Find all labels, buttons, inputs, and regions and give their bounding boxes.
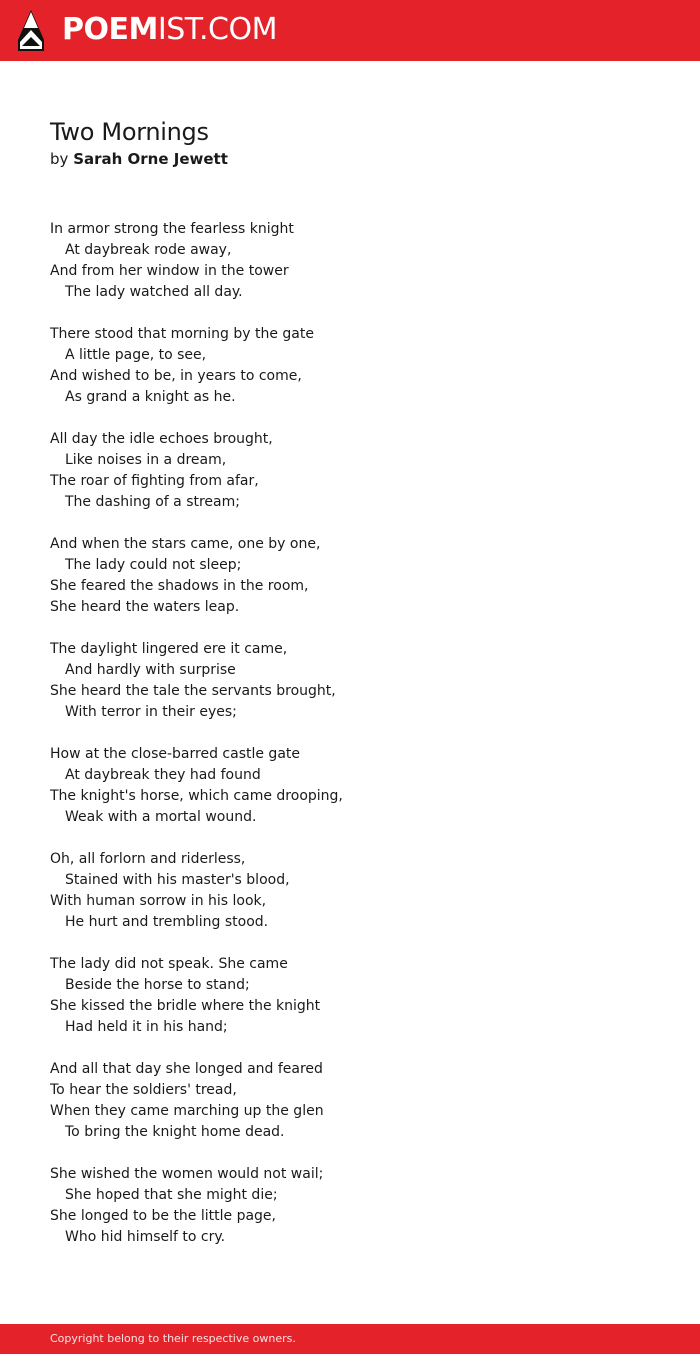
stanza — [50, 639, 650, 723]
poem-line: The lady watched all day. — [65, 284, 243, 300]
poem-line: And hardly with surprise — [65, 662, 236, 678]
stanza — [50, 534, 650, 618]
poem-line: The roar of fighting from afar, — [50, 473, 259, 489]
poem-line: She longed to be the little page, — [50, 1208, 276, 1224]
poem-line: With terror in their eyes; — [65, 704, 237, 720]
site-header — [0, 0, 700, 61]
poem-line: There stood that morning by the gate — [50, 326, 314, 342]
poem-line: She wished the women would not wail; — [50, 1166, 324, 1182]
poem-line: She hoped that she might die; — [65, 1187, 278, 1203]
stanza — [50, 1164, 650, 1248]
stanza — [50, 429, 650, 513]
stanza — [50, 744, 650, 828]
poem-line: Like noises in a dream, — [65, 452, 227, 468]
poem-line: When they came marching up the glen — [50, 1103, 324, 1119]
site-logo[interactable] — [62, 12, 277, 48]
poem-line: She heard the tale the servants brought, — [50, 683, 336, 699]
logo-light-text: IST.COM — [157, 12, 277, 47]
poem-line: At daybreak they had found — [65, 767, 261, 783]
poem-line: The lady could not sleep; — [65, 557, 242, 573]
poem-line: She heard the waters leap. — [50, 599, 240, 615]
poem-line: She kissed the bridle where the knight — [50, 998, 321, 1014]
poem-line: Who hid himself to cry. — [65, 1229, 226, 1245]
poem-line: Beside the horse to stand; — [65, 977, 250, 993]
poem-line: In armor strong the fearless knight — [50, 221, 294, 237]
poem-line: The knight's horse, which came drooping, — [50, 788, 343, 804]
poem-line: And from her window in the tower — [50, 263, 289, 279]
poem-line: A little page, to see, — [65, 347, 207, 363]
poem-line: As grand a knight as he. — [65, 389, 236, 405]
poem-line: How at the close-barred castle gate — [50, 746, 301, 762]
poem-line: The lady did not speak. She came — [50, 956, 288, 972]
poem-line: Oh, all forlorn and riderless, — [50, 851, 246, 867]
poem-line: He hurt and trembling stood. — [65, 914, 269, 930]
stanza — [50, 324, 650, 408]
poem-line: All day the idle echoes brought, — [50, 431, 273, 447]
poem-line: To hear the soldiers' tread, — [50, 1082, 237, 1098]
stanza — [50, 219, 650, 303]
poem-line: At daybreak rode away, — [65, 242, 232, 258]
poem-body — [50, 219, 650, 1269]
poem-line: And all that day she longed and feared — [50, 1061, 323, 1077]
site-footer — [0, 1324, 700, 1354]
poem-line: To bring the knight home dead. — [65, 1124, 285, 1140]
poem-line: Stained with his master's blood, — [65, 872, 290, 888]
poem-line: Weak with a mortal wound. — [65, 809, 257, 825]
poem-line: With human sorrow in his look, — [50, 893, 267, 909]
copyright-notice: Copyright belong to their respective owners. — [50, 1332, 296, 1345]
poem-line: And when the stars came, one by one, — [50, 536, 321, 552]
poem-line: The dashing of a stream; — [65, 494, 240, 510]
byline — [50, 149, 228, 169]
poem-line: The daylight lingered ere it came, — [50, 641, 288, 657]
poem-line: She feared the shadows in the room, — [50, 578, 309, 594]
author-name: Sarah Orne Jewett — [73, 150, 228, 168]
stanza — [50, 849, 650, 933]
logo-bold-text: POEM — [62, 12, 158, 47]
stanza — [50, 1059, 650, 1143]
pencil-tip-icon[interactable] — [18, 10, 44, 51]
poem-title: Two Mornings — [50, 118, 209, 146]
stanza — [50, 954, 650, 1038]
poem-line: And wished to be, in years to come, — [50, 368, 302, 384]
poem-line: Had held it in his hand; — [65, 1019, 228, 1035]
by-label: by — [50, 150, 69, 168]
